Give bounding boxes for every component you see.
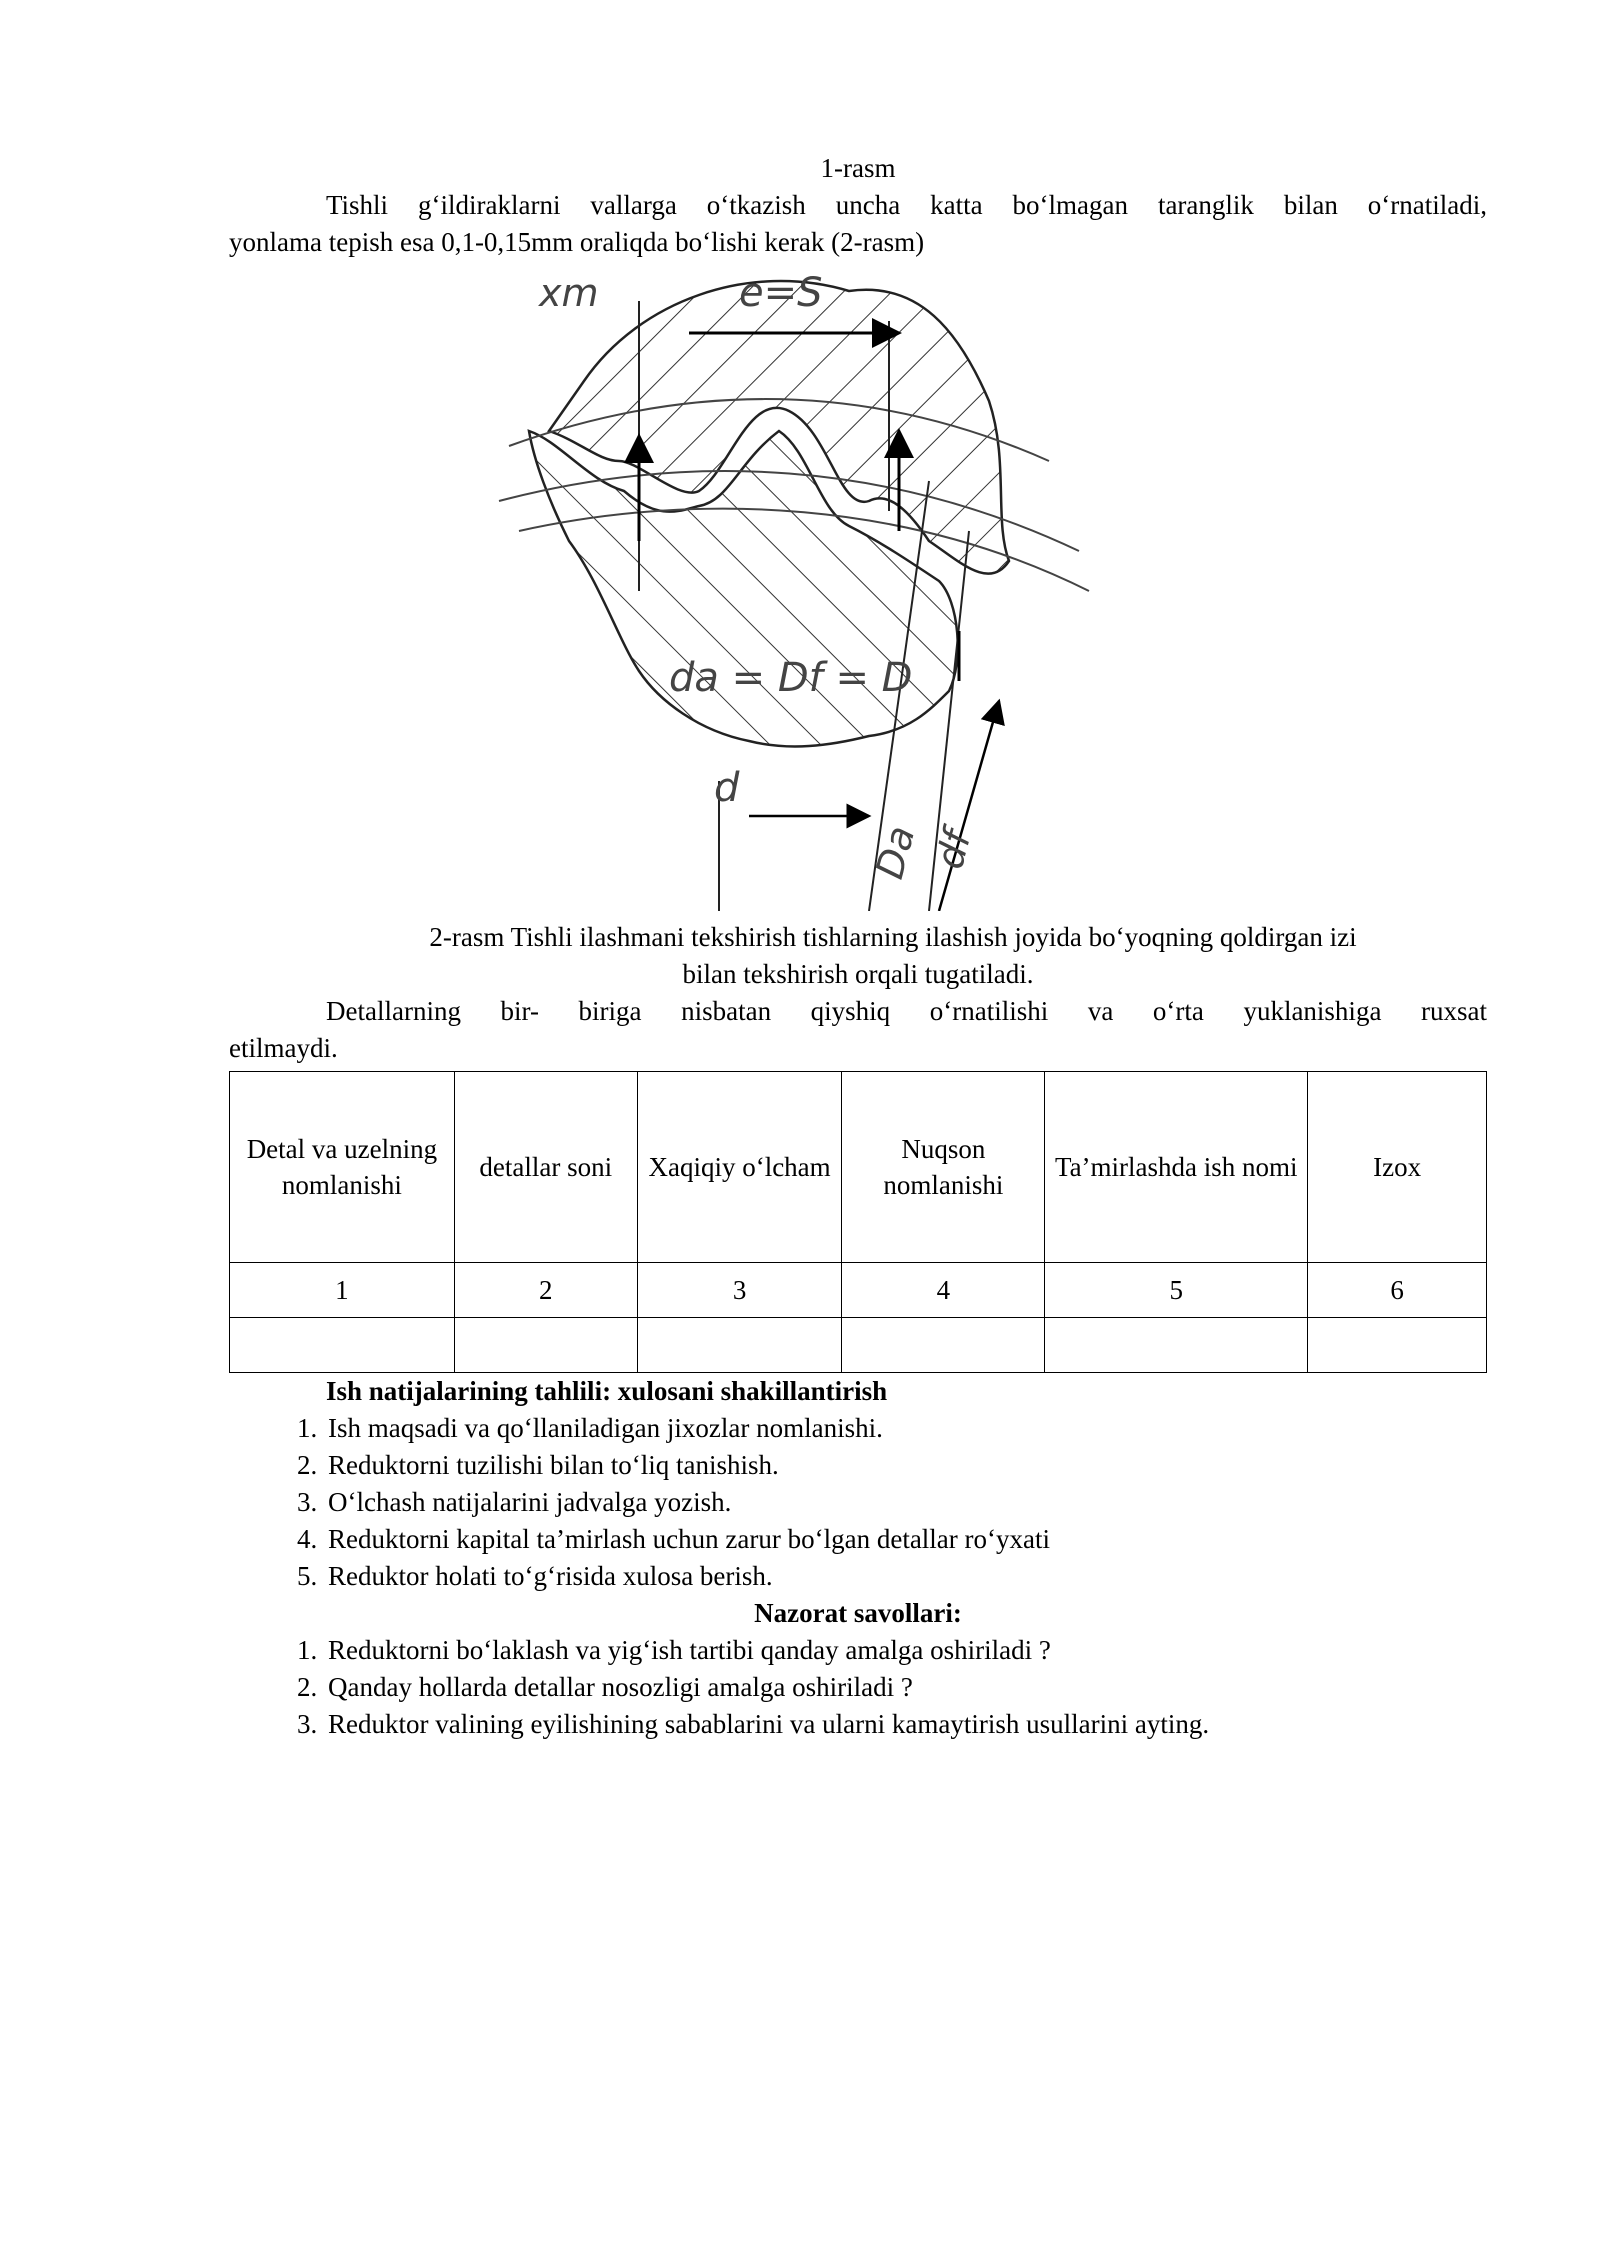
number-cell: 2 [454,1263,637,1318]
empty-cell [230,1318,455,1373]
gear-meshing-figure [229,261,1487,911]
table-header-row [230,1072,1487,1263]
empty-cell [1045,1318,1308,1373]
list-item: 3. Reduktor valining eyilishining sabablarini va ularni kamaytirish usullarini ayting. [324,1706,1487,1743]
label-da: Da [867,821,924,884]
empty-cell [1308,1318,1487,1373]
paragraph-2-line-1: Detallarning bir- biriga nisbatan qiyshiq o‘rnatilishi va o‘rta yuklanishiga ruxsat [326,996,1487,1026]
document-page [229,150,1487,1743]
caption-line-2: bilan tekshirish orqali tugatiladi. [682,959,1034,989]
caption-line-1: 2-rasm Tishli ilashmani tekshirish tishlarning ilashish joyida bo‘yoqning qoldirgan izi [429,922,1357,952]
number-cell: 3 [637,1263,842,1318]
gear-diagram [489,261,1149,911]
number-cell: 4 [842,1263,1045,1318]
header-cell: detallar soni [454,1072,637,1263]
number-cell: 6 [1308,1263,1487,1318]
control-list [229,1632,1487,1743]
empty-cell [637,1318,842,1373]
paragraph-1-line-2: yonlama tepish esa 0,1-0,15mm oraliqda bo‘lishi kerak (2-rasm) [229,227,925,257]
empty-cell [842,1318,1045,1373]
label-e-equals-s: e=S [739,270,823,316]
paragraph-2-line-2: etilmaydi. [229,1033,338,1063]
paragraph-1-line-1: Tishli g‘ildiraklarni vallarga o‘tkazish uncha katta bo‘lmagan taranglik bilan o‘rnatiladi, [326,190,1487,220]
control-heading: Nazorat savollari: [754,1598,962,1628]
label-xm: xm [539,271,599,315]
list-item: 2. Reduktorni tuzilishi bilan to‘liq tanishish. [324,1447,1487,1484]
analysis-list [229,1410,1487,1595]
header-cell: Izox [1308,1072,1487,1263]
analysis-heading: Ish natijalarining tahlili: xulosani shakillantirish [326,1376,888,1406]
number-cell: 5 [1045,1263,1308,1318]
defects-table [229,1071,1487,1373]
empty-cell [454,1318,637,1373]
figure-1-label: 1-rasm [820,153,896,183]
header-cell: Detal va uzelning nomlanishi [230,1072,455,1263]
label-d: d [714,765,740,811]
table-number-row [230,1263,1487,1318]
list-item: 1. Reduktorni bo‘laklash va yig‘ish tartibi qanday amalga oshiriladi ? [324,1632,1487,1669]
list-item: 1. Ish maqsadi va qo‘llaniladigan jixozlar nomlanishi. [324,1410,1487,1447]
label-df: df [927,825,980,874]
number-cell: 1 [230,1263,455,1318]
header-cell: Ta’mirlashda ish nomi [1045,1072,1308,1263]
table-empty-row [230,1318,1487,1373]
label-diameter-formula: da = Df = D [669,655,913,701]
header-cell: Nuqson nomlanishi [842,1072,1045,1263]
list-item: 2. Qanday hollarda detallar nosozligi amalga oshiriladi ? [324,1669,1487,1706]
list-item: 3. O‘lchash natijalarini jadvalga yozish. [324,1484,1487,1521]
figure-2-caption [229,919,1487,993]
list-item: 5. Reduktor holati to‘g‘risida xulosa berish. [324,1558,1487,1595]
list-item: 4. Reduktorni kapital ta’mirlash uchun zarur bo‘lgan detallar ro‘yxati [324,1521,1487,1558]
header-cell: Xaqiqiy o‘lcham [637,1072,842,1263]
